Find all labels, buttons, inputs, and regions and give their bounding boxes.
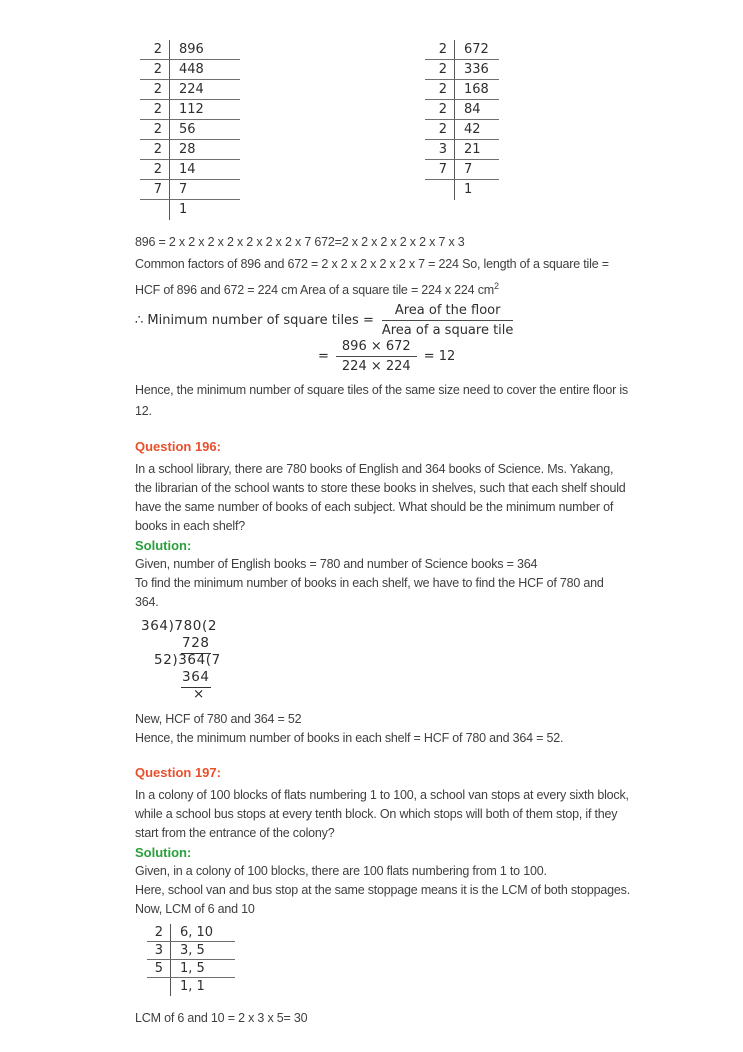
quotient-cell: 336 bbox=[464, 62, 489, 77]
quotient-cell: 28 bbox=[179, 142, 196, 157]
quotient-cell: 14 bbox=[179, 162, 196, 177]
division-line: 364 bbox=[181, 669, 743, 686]
divisor-cell: 2 bbox=[425, 100, 455, 119]
text-line: while a school bus stops at every tenth block. On which stops will both of them stop, if they bbox=[135, 807, 618, 822]
quotient-cell: 7 bbox=[464, 162, 473, 177]
quotient-cell: 7 bbox=[179, 182, 188, 197]
solution-197-heading: Solution: bbox=[135, 845, 192, 861]
table-row bbox=[140, 80, 240, 100]
text-line: start from the entrance of the colony? bbox=[135, 826, 335, 841]
fraction-numerator: Area of the floor bbox=[382, 303, 514, 321]
text-line: 364. bbox=[135, 595, 159, 610]
factor-table-672 bbox=[425, 40, 499, 200]
divisor-cell: 2 bbox=[425, 60, 455, 79]
text-line: In a colony of 100 blocks of flats numbering 1 to 100, a school van stops at every sixth block, bbox=[135, 788, 629, 803]
divisor-cell: 2 bbox=[140, 100, 170, 119]
table-row bbox=[140, 40, 240, 60]
text-line: New, HCF of 780 and 364 = 52 bbox=[135, 712, 302, 727]
table-row bbox=[425, 160, 499, 180]
quotient-cell: 1, 1 bbox=[180, 979, 205, 995]
factorisation-paragraph bbox=[135, 231, 743, 301]
formula-line bbox=[135, 303, 743, 338]
text-line: In a school library, there are 780 books of English and 364 books of Science. Ms. Yakang, bbox=[135, 462, 614, 477]
text-line: have the same number of books of each subject. What should be the minimum number of bbox=[135, 500, 614, 515]
lcm-table bbox=[147, 924, 235, 996]
division-workings bbox=[141, 618, 743, 703]
division-line: 728 bbox=[181, 635, 743, 652]
text-line: Common factors of 896 and 672 = 2 x 2 x 2 x 2 x 2 x 7 = 224 So, length of a square tile = bbox=[135, 257, 609, 271]
text-line: HCF of 896 and 672 = 224 cm Area of a square tile = 224 x 224 $cm^2$ bbox=[135, 281, 499, 298]
divisor-cell: 5 bbox=[147, 960, 171, 977]
quotient-cell: 672 bbox=[464, 42, 489, 57]
solution-197-text bbox=[135, 862, 743, 919]
equals-sign: = bbox=[318, 349, 329, 365]
fraction-denominator: 224 × 224 bbox=[341, 359, 411, 375]
quotient-cell: 3, 5 bbox=[180, 943, 205, 959]
divisor-cell: 7 bbox=[140, 180, 170, 199]
fraction bbox=[336, 339, 417, 374]
text-line: Hence, the minimum number of square tiles of the same size need to cover the entire floor is bbox=[135, 383, 628, 398]
formula-result: = 12 bbox=[423, 349, 456, 365]
quotient-cell: 84 bbox=[464, 102, 481, 117]
text-line: LCM of 6 and 10 = 2 x 3 x 5= 30 bbox=[135, 1011, 308, 1026]
division-line: 364)780(2 bbox=[141, 618, 218, 635]
formula-lhs: ∴ Minimum number of square tiles = bbox=[135, 313, 374, 329]
text-line: To find the minimum number of books in each shelf, we have to find the HCF of 780 and bbox=[135, 576, 604, 591]
quotient-cell: 168 bbox=[464, 82, 489, 97]
text-line: books in each shelf? bbox=[135, 519, 245, 534]
text-line: Given, in a colony of 100 blocks, there are 100 flats numbering from 1 to 100. bbox=[135, 864, 547, 879]
divisor-cell: 2 bbox=[425, 80, 455, 99]
fraction-denominator: Area of a square tile bbox=[381, 323, 514, 339]
text-line: Hence, the minimum number of books in each shelf = HCF of 780 and 364 = 52. bbox=[135, 731, 564, 746]
table-row bbox=[140, 120, 240, 140]
table-row bbox=[140, 180, 240, 200]
quotient-cell: 1 bbox=[464, 182, 473, 197]
divisor-cell: 2 bbox=[140, 140, 170, 159]
question-196-body bbox=[135, 460, 743, 536]
formula-line bbox=[318, 339, 743, 374]
quotient-cell: 42 bbox=[464, 122, 481, 137]
divisor-cell: 2 bbox=[147, 924, 171, 941]
divisor-cell: 2 bbox=[140, 60, 170, 79]
quotient-cell: 112 bbox=[179, 102, 204, 117]
fraction bbox=[382, 303, 514, 338]
quotient-cell: 224 bbox=[179, 82, 204, 97]
table-row bbox=[425, 120, 499, 140]
factor-tables-section bbox=[135, 40, 743, 220]
conclusion-paragraph bbox=[135, 380, 743, 422]
divisor-cell: 2 bbox=[140, 40, 170, 59]
quotient-cell: 896 bbox=[179, 42, 204, 57]
fraction-numerator: 896 × 672 bbox=[336, 339, 417, 357]
factor-table-896 bbox=[140, 40, 240, 220]
quotient-cell: 1, 5 bbox=[180, 961, 205, 977]
divisor-cell: 3 bbox=[147, 942, 171, 959]
table-row bbox=[425, 40, 499, 60]
divisor-cell: 7 bbox=[425, 160, 455, 179]
solution-196-heading: Solution: bbox=[135, 538, 192, 554]
divisor-cell bbox=[147, 978, 171, 996]
table-row bbox=[425, 140, 499, 160]
quotient-cell: 56 bbox=[179, 122, 196, 137]
formula-block bbox=[135, 303, 743, 374]
solution-196-text bbox=[135, 555, 743, 612]
table-row bbox=[140, 100, 240, 120]
table-row bbox=[425, 60, 499, 80]
table-row bbox=[147, 978, 235, 996]
text-line: 896 = 2 x 2 x 2 x 2 x 2 x 2 x 2 x 7 672=2 x 2 x 2 x 2 x 2 x 7 x 3 bbox=[135, 235, 465, 249]
text-line: Given, number of English books = 780 and number of Science books = 364 bbox=[135, 557, 538, 572]
divisor-cell: 3 bbox=[425, 140, 455, 159]
divisor-cell: 2 bbox=[425, 40, 455, 59]
question-197-body bbox=[135, 786, 743, 843]
table-row bbox=[140, 140, 240, 160]
table-row bbox=[425, 180, 499, 200]
text-line: Here, school van and bus stop at the same stoppage means it is the LCM of both stoppages. bbox=[135, 883, 631, 898]
hcf-result-paragraph bbox=[135, 710, 743, 748]
table-row bbox=[140, 160, 240, 180]
table-row bbox=[147, 924, 235, 942]
superscript: 2 bbox=[493, 281, 499, 291]
divisor-cell: 2 bbox=[425, 120, 455, 139]
question-197-heading: Question 197: bbox=[135, 765, 221, 781]
divisor-cell: 2 bbox=[140, 80, 170, 99]
table-row bbox=[425, 80, 499, 100]
text-line: the librarian of the school wants to store these books in shelves, such that each shelf should bbox=[135, 481, 626, 496]
text-line: Now, LCM of 6 and 10 bbox=[135, 902, 255, 917]
divisor-cell: 2 bbox=[140, 120, 170, 139]
question-196-heading: Question 196: bbox=[135, 439, 221, 455]
divisor-cell bbox=[425, 180, 455, 200]
quotient-cell: 1 bbox=[179, 202, 188, 217]
division-line: 52)364(7 bbox=[154, 652, 221, 669]
divisor-cell bbox=[140, 200, 170, 220]
divisor-cell: 2 bbox=[140, 160, 170, 179]
quotient-cell: 21 bbox=[464, 142, 481, 157]
table-row bbox=[140, 200, 240, 220]
table-row bbox=[147, 942, 235, 960]
table-row bbox=[147, 960, 235, 978]
table-row bbox=[140, 60, 240, 80]
text-line: 12. bbox=[135, 404, 152, 419]
quotient-cell: 448 bbox=[179, 62, 204, 77]
quotient-cell: 6, 10 bbox=[180, 925, 214, 941]
lcm-result-line bbox=[135, 1009, 743, 1028]
division-remainder: × bbox=[193, 686, 205, 703]
table-row bbox=[425, 100, 499, 120]
